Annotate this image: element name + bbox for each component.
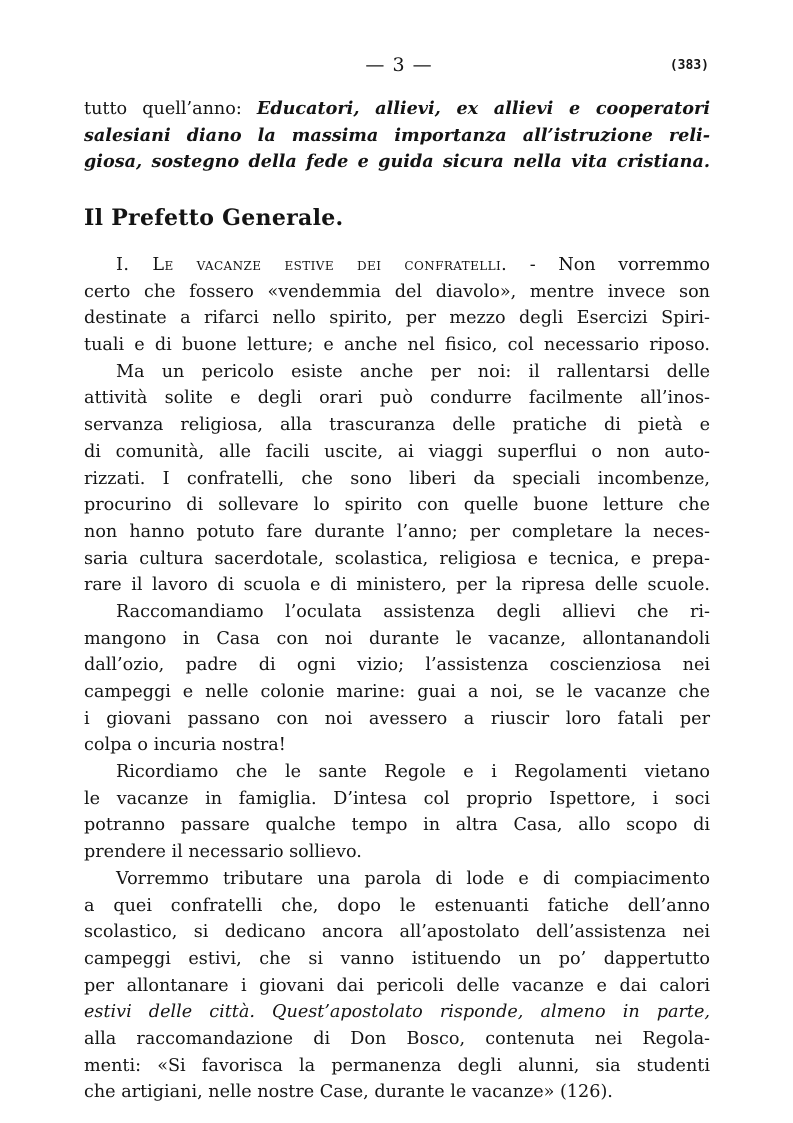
intro-line: giosa, sostegno della fede e guida sicura nella vita cristiana. xyxy=(84,151,710,173)
paragraph-line: certo che fossero «vendemmia del diavolo», mentre invece son xyxy=(84,281,710,302)
paragraph-line: prendere il necessario sollievo. xyxy=(84,842,362,863)
page-number: — 3 — xyxy=(365,54,433,76)
paragraph-line: alla raccomandazione di Don Bosco, contenuta nei Regola- xyxy=(84,1028,710,1049)
intro-line xyxy=(84,96,710,123)
paragraph-line xyxy=(84,252,710,279)
paragraph-line: non hanno potuto fare durante l’anno; per completare la neces- xyxy=(84,521,710,542)
running-header xyxy=(0,54,793,80)
paragraph-line: colpa o incuria nostra! xyxy=(84,735,286,756)
paragraph-line: dall’ozio, padre di ogni vizio; l’assistenza coscienziosa nei xyxy=(84,655,710,676)
paragraph-line: campeggi e nelle colonie marine: guai a noi, se le vacanze che xyxy=(84,682,710,702)
paragraph-line: che artigiani, nelle nostre Case, durante le vacanze» (126). xyxy=(84,1082,613,1103)
paragraph-line: di comunità, alle facili uscite, ai viaggi superflui o non auto- xyxy=(84,441,710,462)
intro-paragraph xyxy=(84,96,710,176)
paragraph-line: i giovani passano con noi avessero a riuscir loro fatali per xyxy=(84,708,710,729)
paragraph-line: servanza religiosa, alla trascuranza delle pratiche di pietà e xyxy=(84,415,710,436)
paragraph-2 xyxy=(84,359,710,599)
paragraph-5 xyxy=(84,866,710,1106)
intro-line-italic: Educatori, allievi, ex allievi e cooperatori xyxy=(256,98,710,119)
paragraph-line: estivi delle città. Quest’apostolato risponde, almeno in parte, xyxy=(84,1002,710,1023)
section-title: Il Prefetto Generale. xyxy=(84,205,344,231)
body-text xyxy=(84,252,710,1106)
paragraph-line: saria cultura sacerdotale, scolastica, religiosa e tecnica, e prepa- xyxy=(84,548,710,569)
paragraph-line: Vorremmo tributare una parola di lode e di compiacimento xyxy=(116,868,710,889)
paragraph-line: rare il lavoro di scuola e di ministero, per la ripresa delle scuole. xyxy=(84,575,710,596)
intro-line-roman: tutto quell’anno: xyxy=(84,99,257,119)
paragraph-line: Raccomandiamo l’oculata assistenza degli allievi che ri- xyxy=(116,601,710,622)
paragraph-line: a quei confratelli che, dopo le estenuanti fatiche dell’anno xyxy=(84,895,710,916)
paragraph-line: campeggi estivi, che si vanno istituendo un po’ dappertutto xyxy=(84,948,710,969)
paragraph-line: attività solite e degli orari può condurre facilmente all’inos- xyxy=(84,388,710,409)
paragraph-line: destinate a rifarci nello spirito, per mezzo degli Esercizi Spiri- xyxy=(84,308,710,329)
paragraph-line: tuali e di buone letture; e anche nel fisico, col necessario riposo. xyxy=(84,335,710,356)
paragraph-line: le vacanze in famiglia. D’intesa col proprio Ispettore, i soci xyxy=(84,788,710,809)
paragraph-line: Ma un pericolo esiste anche per noi: il rallentarsi delle xyxy=(116,361,710,382)
paragraph-4 xyxy=(84,759,710,866)
paragraph-line: menti: «Si favorisca la permanenza degli alunni, sia studenti xyxy=(84,1055,710,1076)
paragraph-line-rest: - Non vorremmo xyxy=(507,255,710,275)
paragraph-line: potranno passare qualche tempo in altra Casa, allo scopo di xyxy=(84,815,710,836)
paragraph-line: mangono in Casa con noi durante le vacanze, allontanandoli xyxy=(84,628,710,649)
volume-page-number: (383) xyxy=(669,58,709,73)
paragraph-line: Ricordiamo che le sante Regole e i Regolamenti vietano xyxy=(116,762,710,783)
paragraph-line: scolastico, si dedicano ancora all’apostolato dell’assistenza nei xyxy=(84,922,710,943)
paragraph-heading: I. Le vacanze estive dei confratelli. xyxy=(116,255,508,275)
paragraph-line: procurino di sollevare lo spirito con quelle buone letture che xyxy=(84,495,710,516)
intro-line: salesiani diano la massima importanza all’istruzione reli- xyxy=(84,124,710,146)
paragraph-line: per allontanare i giovani dai pericoli delle vacanze e dai calori xyxy=(84,975,710,996)
paragraph-1 xyxy=(84,252,710,359)
paragraph-3 xyxy=(84,599,710,759)
paragraph-line: rizzati. I confratelli, che sono liberi da speciali incombenze, xyxy=(84,468,710,489)
